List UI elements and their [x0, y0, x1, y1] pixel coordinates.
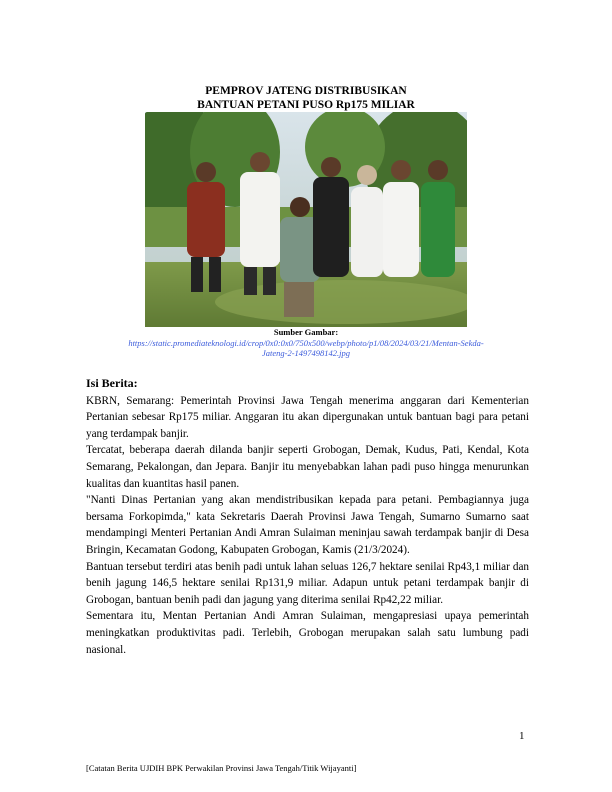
paragraph: Tercatat, beberapa daerah dilanda banjir seperti Grobogan, Demak, Kudus, Pati, Kendal, Kota Semarang, Pekalongan, dan Jepara. Banjir itu menyebabkan lahan padi puso hingga menurunkan kualitas dan kuantitas hasil panen.	[86, 444, 529, 490]
page-number: 1	[519, 730, 525, 742]
section-heading: Isi Berita:	[86, 376, 138, 390]
paragraph: KBRN, Semarang: Pemerintah Provinsi Jawa Tengah menerima anggaran dari Kementerian Pertanian sebesar Rp175 miliar. Anggaran itu akan dipergunakan untuk bantuan bagi para petani yang terdampak banjir.	[86, 394, 529, 440]
image-caption	[60, 327, 552, 359]
article-title-line-1: PEMPROV JATENG DISTRIBUSIKAN	[205, 85, 407, 97]
paragraph: Sementara itu, Mentan Pertanian Andi Amran Sulaiman, mengapresiasi upaya pemerintah meningkatkan produktivitas padi. Terlebih, Grobogan merupakan salah satu lumbung padi nasional.	[86, 610, 529, 656]
image-source-url-line-1[interactable]: https://static.promediateknologi.id/crop/0x0:0x0/750x500/webp/photo/p1/08/2024/03/21/Mentan-Sekda-	[128, 337, 484, 348]
article-title	[60, 84, 552, 112]
page-footer: [Catatan Berita UJDIH BPK Perwakilan Provinsi Jawa Tengah/Titik Wijayanti]	[86, 763, 357, 773]
news-photo	[145, 112, 467, 327]
paragraph: Bantuan tersebut terdiri atas benih padi untuk lahan seluas 126,7 hektare senilai Rp43,1 miliar dan benih jagung 146,5 hektare senilai Rp131,9 miliar. Adapun untuk petani terdampak banjir di Grobogan, bantuan benih padi dan jagung yang diterima senilai Rp42,22 miliar.	[86, 560, 529, 606]
article-title-line-2: BANTUAN PETANI PUSO Rp175 MILIAR	[197, 99, 415, 111]
paragraph: "Nanti Dinas Pertanian yang akan mendistribusikan kepada para petani. Pembagiannya juga bersama Forkopimda," kata Sekretaris Daerah Provinsi Jawa Tengah, Sumarno Sumarno saat mendampingi Menteri Pertanian Andi Amran Sulaiman meninjau sawah terdampak banjir di Desa Bringin, Kecamatan Godong, Kabupaten Grobogan, Kamis (21/3/2024).	[86, 494, 529, 556]
article-body	[86, 375, 529, 658]
image-source-url-line-2[interactable]: Jateng-2-1497498142.jpg	[261, 348, 351, 358]
image-caption-label: Sumber Gambar:	[273, 327, 339, 337]
